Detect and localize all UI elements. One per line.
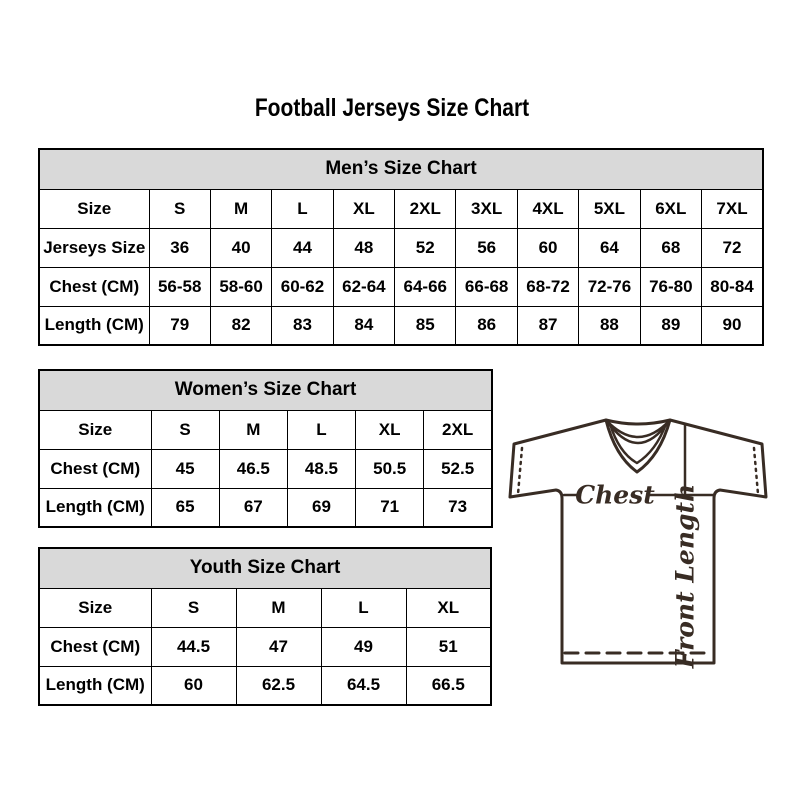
table-row [39,666,491,705]
row-label-cell: Length (CM) [39,666,151,705]
row-label-cell: Chest (CM) [39,449,151,488]
row-label-cell: Length (CM) [39,488,151,527]
value-cell: L [321,588,406,627]
table-row [39,627,491,666]
table-row [39,449,492,488]
sleeve-stitch-right [754,448,758,494]
value-cell: 58-60 [210,267,271,306]
youth-size-table [38,547,492,706]
value-cell: 2XL [424,410,492,449]
value-cell: S [151,410,219,449]
value-cell: 3XL [456,189,517,228]
table-row [39,488,492,527]
value-cell: 66-68 [456,267,517,306]
value-cell: 44 [272,228,333,267]
value-cell: M [236,588,321,627]
table-header-row [39,548,491,588]
table-row [39,267,763,306]
value-cell: 5XL [579,189,640,228]
table-header-row [39,370,492,410]
value-cell: 2XL [395,189,456,228]
value-cell: 65 [151,488,219,527]
table-row [39,228,763,267]
value-cell: 56 [456,228,517,267]
table-title: Men’s Size Chart [39,149,763,189]
value-cell: S [151,588,236,627]
value-cell: 85 [395,306,456,345]
mens-size-table [38,148,764,346]
value-cell: 62-64 [333,267,394,306]
value-cell: 51 [406,627,491,666]
value-cell: XL [333,189,394,228]
value-cell: 48 [333,228,394,267]
value-cell: 87 [517,306,578,345]
row-label-cell: Length (CM) [39,306,149,345]
value-cell: M [219,410,287,449]
row-label-cell: Size [39,410,151,449]
jersey-measurement-diagram [498,398,783,683]
value-cell: 73 [424,488,492,527]
value-cell: 80-84 [702,267,763,306]
value-cell: 64 [579,228,640,267]
row-label-cell: Chest (CM) [39,627,151,666]
value-cell: 72-76 [579,267,640,306]
value-cell: L [287,410,355,449]
row-label-cell: Size [39,189,149,228]
value-cell: L [272,189,333,228]
table-row [39,189,763,228]
value-cell: 44.5 [151,627,236,666]
value-cell: 52.5 [424,449,492,488]
value-cell: 69 [287,488,355,527]
jersey-diagram-svg [498,398,783,683]
value-cell: 76-80 [640,267,701,306]
chest-label: Chest [575,480,655,510]
value-cell: 40 [210,228,271,267]
row-label-cell: Jerseys Size [39,228,149,267]
value-cell: 45 [151,449,219,488]
table-header-row [39,149,763,189]
value-cell: 48.5 [287,449,355,488]
value-cell: 68-72 [517,267,578,306]
table-row [39,410,492,449]
value-cell: 46.5 [219,449,287,488]
value-cell: 36 [149,228,210,267]
table-row [39,306,763,345]
value-cell: 60-62 [272,267,333,306]
table-title: Women’s Size Chart [39,370,492,410]
value-cell: 52 [395,228,456,267]
value-cell: 72 [702,228,763,267]
value-cell: 66.5 [406,666,491,705]
jersey-outline-path [510,420,766,663]
value-cell: 60 [517,228,578,267]
value-cell: 4XL [517,189,578,228]
value-cell: 89 [640,306,701,345]
womens-size-table [38,369,493,528]
value-cell: 86 [456,306,517,345]
value-cell: XL [356,410,424,449]
front-length-label: Front Length [670,483,700,669]
table-title: Youth Size Chart [39,548,491,588]
value-cell: M [210,189,271,228]
value-cell: 50.5 [356,449,424,488]
value-cell: 56-58 [149,267,210,306]
value-cell: 67 [219,488,287,527]
value-cell: 68 [640,228,701,267]
value-cell: 84 [333,306,394,345]
value-cell: 49 [321,627,406,666]
value-cell: 62.5 [236,666,321,705]
value-cell: 7XL [702,189,763,228]
value-cell: 47 [236,627,321,666]
row-label-cell: Chest (CM) [39,267,149,306]
value-cell: 83 [272,306,333,345]
value-cell: XL [406,588,491,627]
value-cell: 71 [356,488,424,527]
table-row [39,588,491,627]
row-label-cell: Size [39,588,151,627]
value-cell: 79 [149,306,210,345]
value-cell: 90 [702,306,763,345]
value-cell: 6XL [640,189,701,228]
page-title: Football Jerseys Size Chart [254,94,530,122]
value-cell: 64.5 [321,666,406,705]
value-cell: 82 [210,306,271,345]
value-cell: 64-66 [395,267,456,306]
value-cell: 88 [579,306,640,345]
value-cell: 60 [151,666,236,705]
value-cell: S [149,189,210,228]
sleeve-stitch-left [518,448,522,494]
